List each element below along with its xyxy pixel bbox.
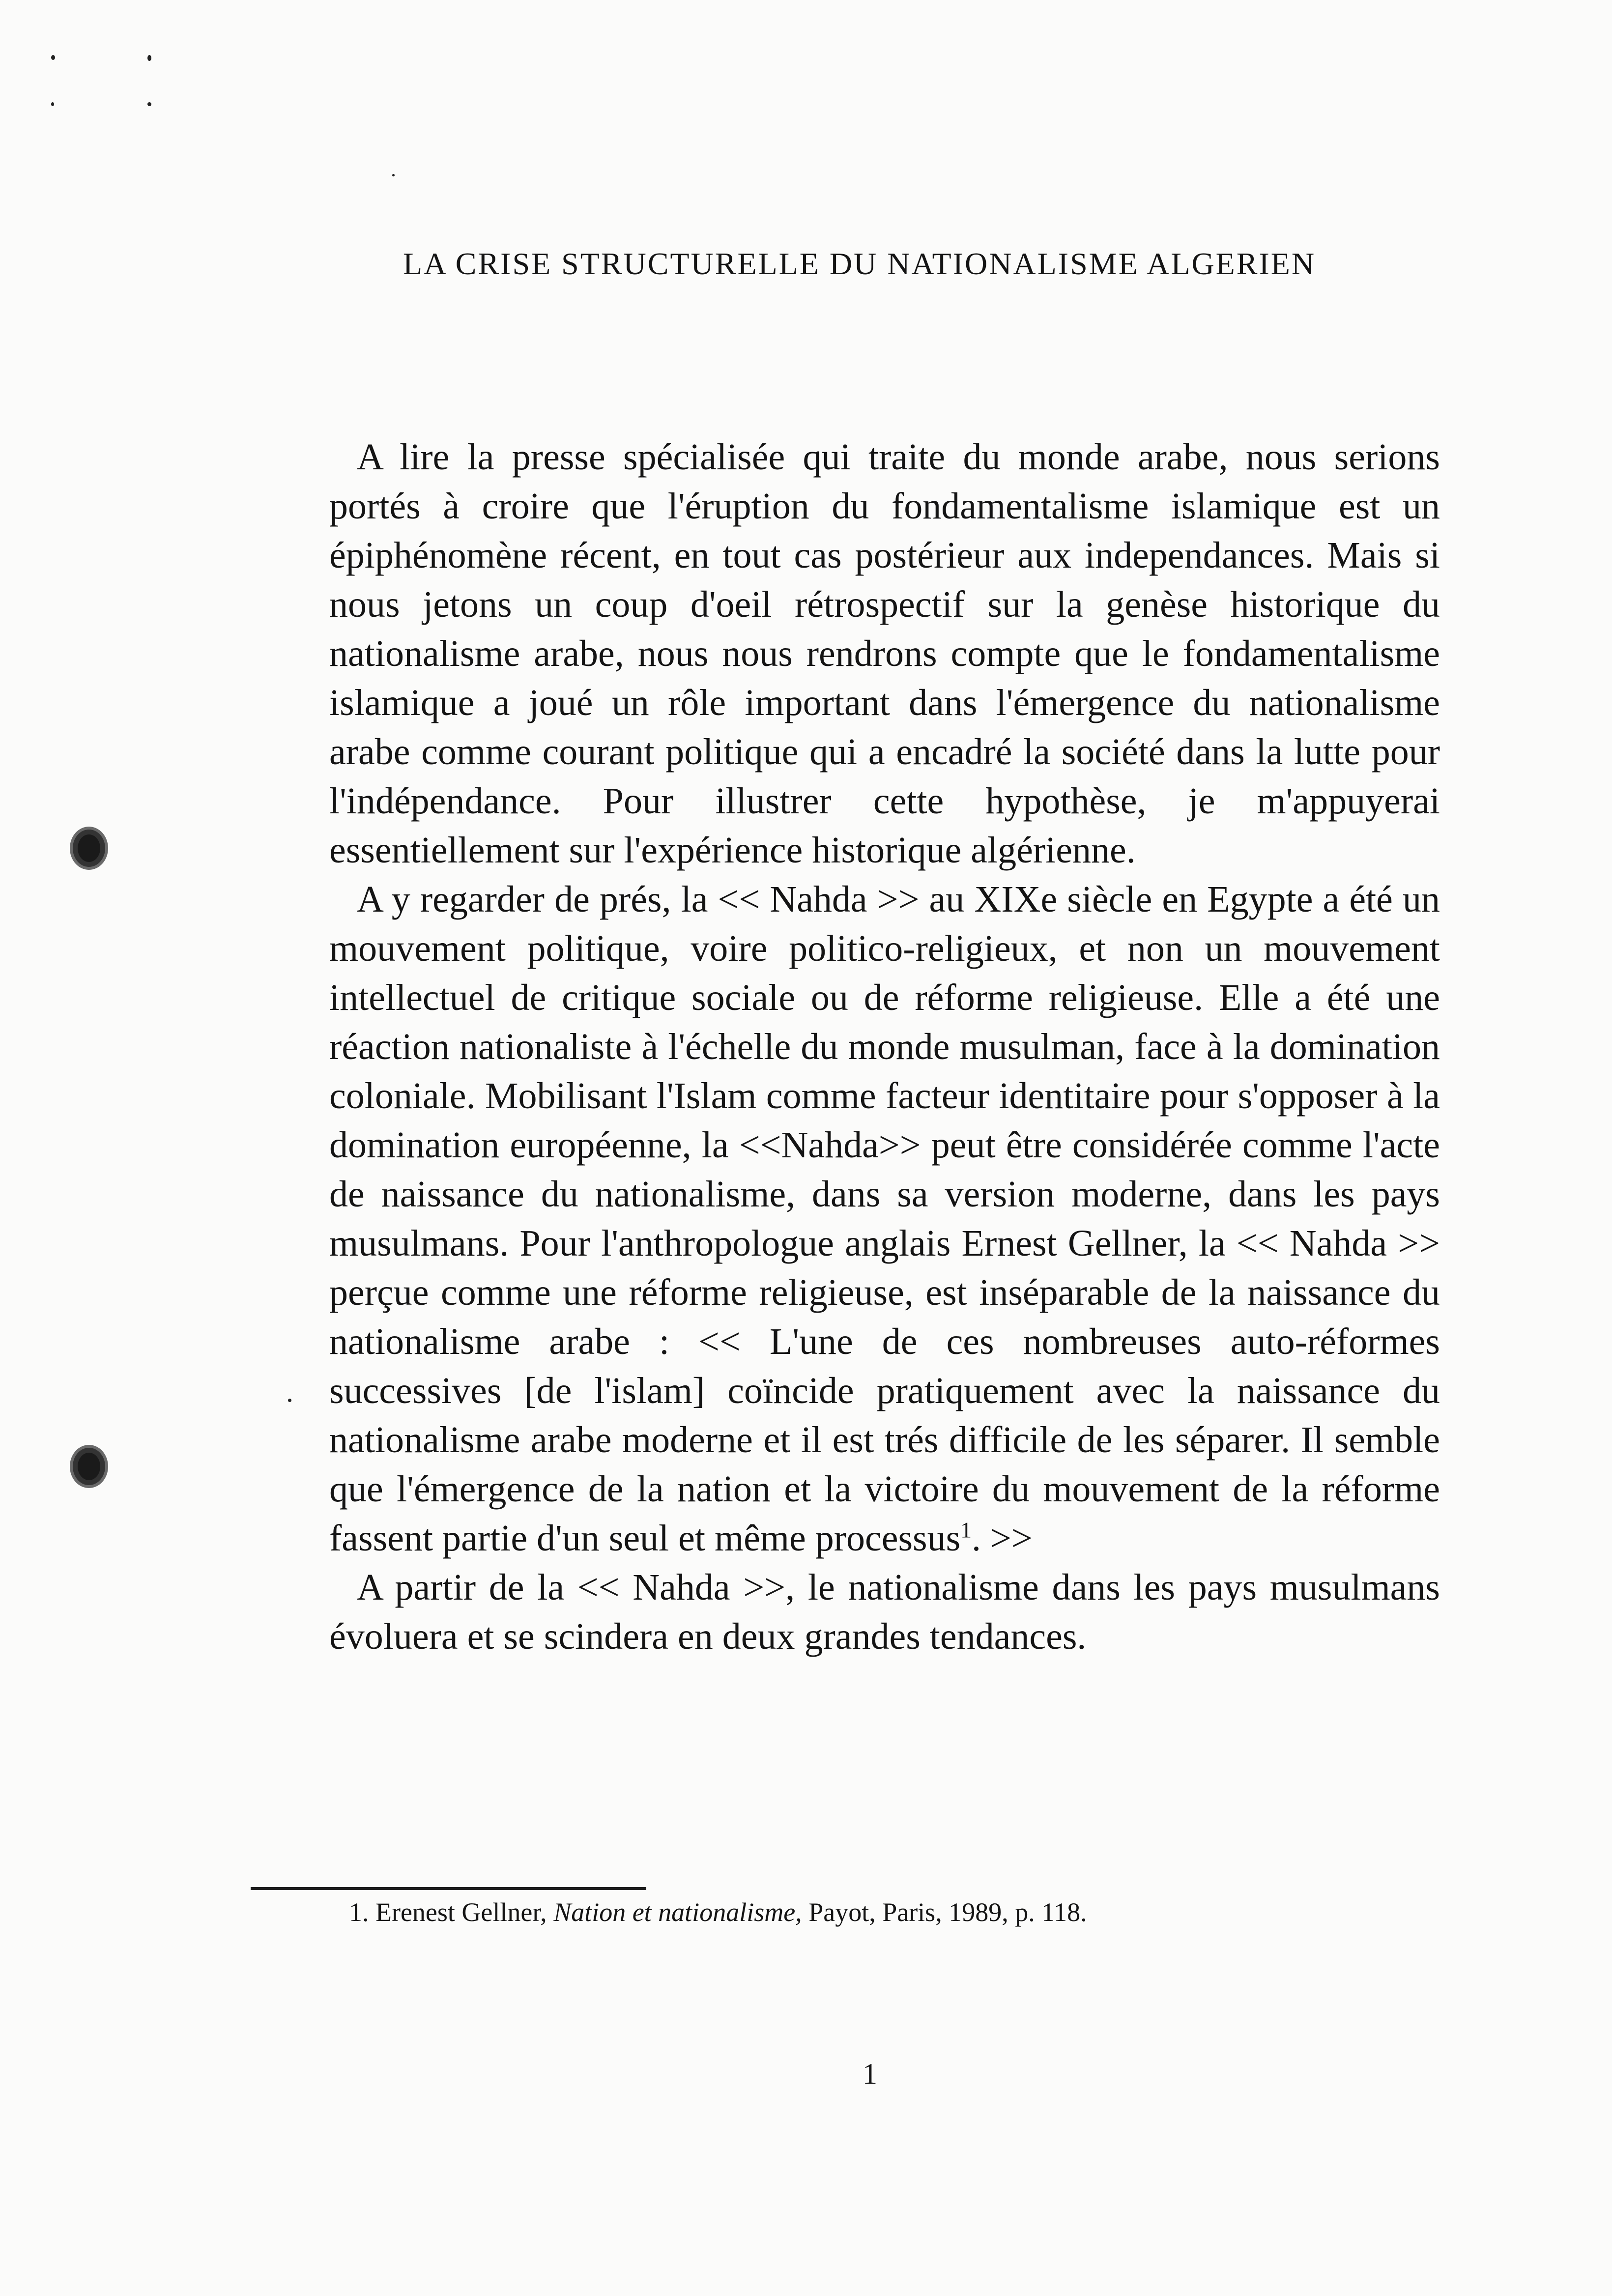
scan-speck <box>51 102 54 106</box>
footnote-marker: 1 <box>960 1517 972 1543</box>
scan-speck <box>147 102 151 106</box>
page-number: 1 <box>863 2058 877 2090</box>
paragraph: A partir de la << Nahda >>, le nationalisme dans les pays musulmans évoluera et se scindera en deux grandes tendances. <box>329 1567 1440 1657</box>
footnote <box>349 1895 1430 1929</box>
scan-speck <box>392 174 395 176</box>
footnote-number: 1. <box>349 1897 369 1927</box>
scan-speck <box>147 55 151 61</box>
punch-hole <box>70 1445 108 1488</box>
body-text <box>329 432 1440 1661</box>
footnote-publication: Payot, Paris, 1989, p. 118. <box>808 1897 1087 1927</box>
footnote-author: Erenest Gellner, <box>375 1897 547 1927</box>
footnote-separator <box>251 1887 646 1890</box>
footnote-work-title: Nation et nationalisme, <box>553 1897 802 1927</box>
scan-speck <box>51 55 55 60</box>
punch-hole <box>70 827 108 870</box>
paragraph-text: A y regarder de prés, la << Nahda >> au XIXe siècle en Egypte a été un mouvement politique, voire politico-religieux, et non un mouvement intellectuel de critique sociale ou de réforme religieuse. Elle a été une réaction nationaliste à l'échelle du monde musulman, face à la domination coloniale. Mobilisant l'Islam comme facteur identitaire pour s'opposer à la domination européenne, la <<Nahda>> peut être considérée comme l'acte de naissance du nationalisme, dans sa version moderne, dans les pays musulmans. Pour l'anthropologue anglais Ernest Gellner, la << Nahda >> perçue comme une réforme religieuse, est inséparable de la naissance du nationalisme arabe : << L'une de ces nombreuses auto-réformes successives [de l'islam] coïncide pratiquement avec la naissance du nationalisme arabe moderne et il est trés difficile de les séparer. Il semble que l'émergence de la nation et la victoire du mouvement de la réforme fassent partie d'un seul et même processus <box>329 879 1440 1559</box>
page-title: LA CRISE STRUCTURELLE DU NATIONALISME ALGERIEN <box>403 246 1316 281</box>
paragraph-end: . >> <box>972 1518 1033 1559</box>
scan-speck <box>288 1399 291 1402</box>
paragraph: A lire la presse spécialisée qui traite du monde arabe, nous serions portés à croire que l'éruption du fondamentalisme islamique est un épiphénomène récent, en tout cas postérieur aux independances. Mais si nous jetons un coup d'oeil rétrospectif sur la genèse historique du nationalisme arabe, nous nous rendrons compte que le fondamentalisme islamique a joué un rôle important dans l'émergence du nationalisme arabe comme courant politique qui a encadré la société dans la lutte pour l'indépendance. Pour illustrer cette hypothèse, je m'appuyerai essentiellement sur l'expérience historique algérienne. <box>329 436 1440 871</box>
paragraph <box>329 875 1440 1563</box>
